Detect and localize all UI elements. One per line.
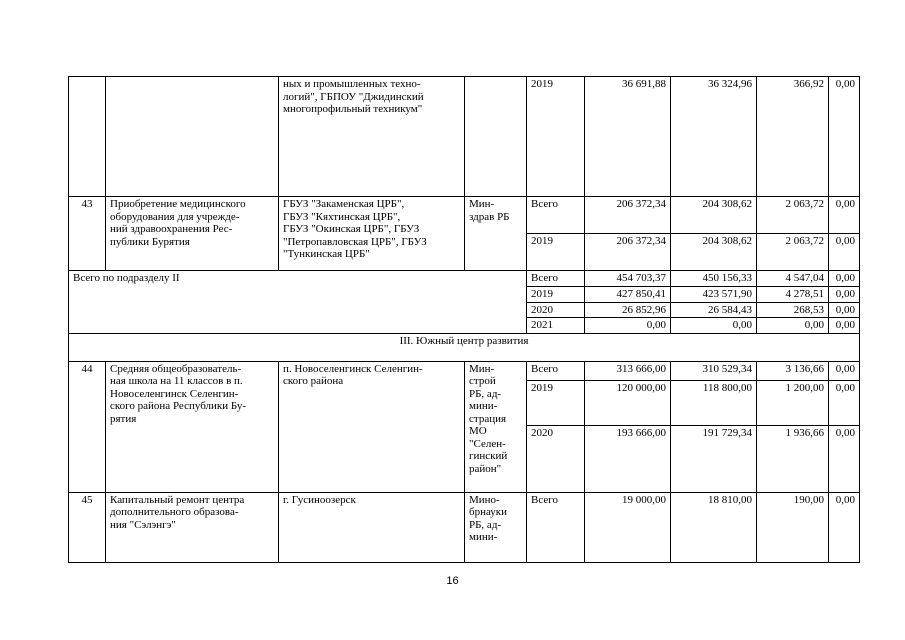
total-cell: 193 666,00 (585, 425, 671, 492)
year-cell: Всего (527, 492, 585, 562)
table-row (69, 77, 860, 197)
republic-cell: 1 936,66 (757, 425, 829, 492)
local-cell: 0,00 (829, 77, 860, 197)
project-name: Приобретение медицинского оборудования для учрежде- ний здравоохранения Рес- публики Бурятия (106, 197, 279, 271)
federal-cell: 423 571,90 (671, 287, 757, 303)
total-cell: 313 666,00 (585, 361, 671, 380)
total-cell: 26 852,96 (585, 302, 671, 318)
republic-cell: 268,53 (757, 302, 829, 318)
year-cell: 2019 (527, 287, 585, 303)
federal-cell: 310 529,34 (671, 361, 757, 380)
federal-cell: 450 156,33 (671, 271, 757, 287)
year-cell: Всего (527, 197, 585, 234)
local-cell: 0,00 (829, 318, 860, 334)
local-cell: 0,00 (829, 234, 860, 271)
project-name (106, 77, 279, 197)
federal-cell: 36 324,96 (671, 77, 757, 197)
section-row (69, 333, 860, 361)
year-cell: 2020 (527, 302, 585, 318)
executor-cell: Мино- брнауки РБ, ад- мини- (465, 492, 527, 562)
page-number: 16 (446, 575, 459, 587)
recipient-cell: г. Гусиноозерск (279, 492, 465, 562)
recipient-cell: п. Новоселенгинск Селенгин- ского района (279, 361, 465, 492)
republic-cell: 1 200,00 (757, 380, 829, 425)
federal-cell: 18 810,00 (671, 492, 757, 562)
table-row (69, 492, 860, 562)
total-cell: 36 691,88 (585, 77, 671, 197)
total-cell: 0,00 (585, 318, 671, 334)
project-name: Капитальный ремонт центра дополнительного образова- ния "Сэлэнгэ" (106, 492, 279, 562)
federal-cell: 0,00 (671, 318, 757, 334)
republic-cell: 190,00 (757, 492, 829, 562)
table-row (69, 197, 860, 234)
executor-cell (465, 77, 527, 197)
project-name: Средняя общеобразователь- ная школа на 11 классов в п. Новоселенгинск Селенгин- ского района Республики Бу- рятия (106, 361, 279, 492)
budget-table (68, 76, 860, 563)
republic-cell: 4 278,51 (757, 287, 829, 303)
federal-cell: 118 800,00 (671, 380, 757, 425)
project-number: 45 (69, 492, 106, 562)
year-cell: Всего (527, 361, 585, 380)
republic-cell: 3 136,66 (757, 361, 829, 380)
total-cell: 206 372,34 (585, 234, 671, 271)
republic-cell: 4 547,04 (757, 271, 829, 287)
total-cell: 454 703,37 (585, 271, 671, 287)
local-cell: 0,00 (829, 271, 860, 287)
project-number: 43 (69, 197, 106, 271)
local-cell: 0,00 (829, 197, 860, 234)
executor-cell: Мин- строй РБ, ад- мини- страция МО "Селен- гинский район" (465, 361, 527, 492)
year-cell: 2019 (527, 234, 585, 271)
federal-cell: 204 308,62 (671, 197, 757, 234)
republic-cell: 2 063,72 (757, 197, 829, 234)
project-number (69, 77, 106, 197)
table-row (69, 361, 860, 380)
federal-cell: 191 729,34 (671, 425, 757, 492)
recipient-cell: ных и промышленных техно- логий", ГБПОУ "Джидинский многопрофильный техникум" (279, 77, 465, 197)
total-cell: 206 372,34 (585, 197, 671, 234)
year-cell: 2019 (527, 380, 585, 425)
republic-cell: 0,00 (757, 318, 829, 334)
year-cell: Всего (527, 271, 585, 287)
republic-cell: 2 063,72 (757, 234, 829, 271)
local-cell: 0,00 (829, 425, 860, 492)
subtotal-label: Всего по подразделу II (69, 271, 527, 334)
local-cell: 0,00 (829, 287, 860, 303)
republic-cell: 366,92 (757, 77, 829, 197)
total-cell: 120 000,00 (585, 380, 671, 425)
local-cell: 0,00 (829, 302, 860, 318)
project-number: 44 (69, 361, 106, 492)
year-cell: 2019 (527, 77, 585, 197)
total-cell: 19 000,00 (585, 492, 671, 562)
federal-cell: 26 584,43 (671, 302, 757, 318)
year-cell: 2020 (527, 425, 585, 492)
recipient-cell: ГБУЗ "Закаменская ЦРБ", ГБУЗ "Кяхтинская ЦРБ", ГБУЗ "Окинская ЦРБ", ГБУЗ "Петропавловская ЦРБ", ГБУЗ "Тункинская ЦРБ" (279, 197, 465, 271)
local-cell: 0,00 (829, 361, 860, 380)
total-cell: 427 850,41 (585, 287, 671, 303)
year-cell: 2021 (527, 318, 585, 334)
table-row (69, 271, 860, 287)
local-cell: 0,00 (829, 380, 860, 425)
section-header: III. Южный центр развития (69, 333, 860, 361)
local-cell: 0,00 (829, 492, 860, 562)
federal-cell: 204 308,62 (671, 234, 757, 271)
executor-cell: Мин- здрав РБ (465, 197, 527, 271)
